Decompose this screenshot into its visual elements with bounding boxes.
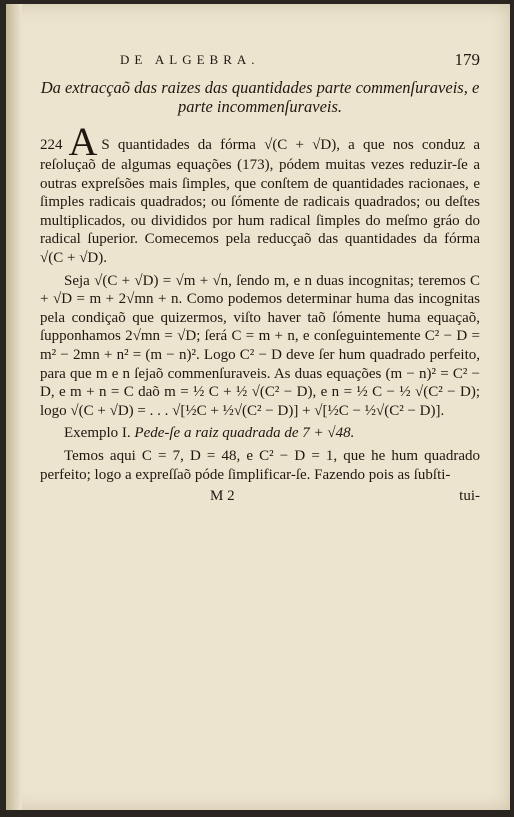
derivation-paragraph: Seja √(C + √D) = √m + √n, ſendo m, e n duas incognitas; teremos C + √D = m + 2√mn + n. Como podemos determinar huma das incognitas pela condiçaõ que quizermos, viſto haver taõ ſómente huma equaçaõ, ſupponhamos 2√mn = √D; ſerá C = m + n, e conſeguintemente C² − D = m² − 2mn + n² = (m − n)². Logo C² − D deve ſer hum quadrado perfeito, para que m e n ſejaõ commenſuraveis. As duas equações (m − n)² = C² − D, e m + n = C daõ m = ½ C + ½ √(C² − D), e n = ½ C − ½ √(C² − D); logo √(C + √D) = . . . √[½C + ½√(C² − D)] + √[½C − ½√(C² − D)].	[40, 272, 480, 419]
page-content	[40, 50, 480, 508]
page-number: 179	[454, 50, 480, 69]
example-text: Pede-ſe a raiz quadrada de 7 + √48.	[134, 425, 355, 442]
running-head: DE ALGEBRA.	[120, 52, 260, 67]
book-page	[6, 4, 510, 810]
page-gutter	[6, 4, 22, 810]
paragraph-224-text: S quantidades da fórma √(C + √D), a que nos conduz a reſoluçaõ de algumas equações (173), pódem muitas vezes reduzir-ſe a outras expreſsões mais ſimples, que conſtem de quantidades racionaes, e ſimples radicais quadrados; ou ſómente de radicais quadrados; ou deſtes multiplicados, ou divididos por hum radical ſimples do meſmo gráo do radical ſuperior. Comecemos pela reducçaõ das quantidades da fórma √(C + √D).	[40, 137, 480, 266]
page-header	[40, 50, 480, 78]
signature-mark: M 2	[210, 488, 235, 505]
section-title: Da extracçaõ das raizes das quantidades parte commenſuraveis, e parte incommenſuraveis.	[40, 78, 480, 116]
catchword: tui-	[459, 488, 480, 505]
example-heading	[40, 424, 480, 443]
solution-paragraph: Temos aqui C = 7, D = 48, e C² − D = 1, que he hum quadrado perfeito; logo a expreſſaõ póde ſimplificar-ſe. Fazendo pois as ſubſti-	[40, 447, 480, 483]
example-label: Exemplo I.	[64, 425, 131, 442]
paragraph-number: 224	[40, 137, 63, 153]
drop-cap: A	[68, 119, 98, 164]
paragraph-224	[40, 119, 480, 268]
page-footer	[40, 488, 480, 508]
